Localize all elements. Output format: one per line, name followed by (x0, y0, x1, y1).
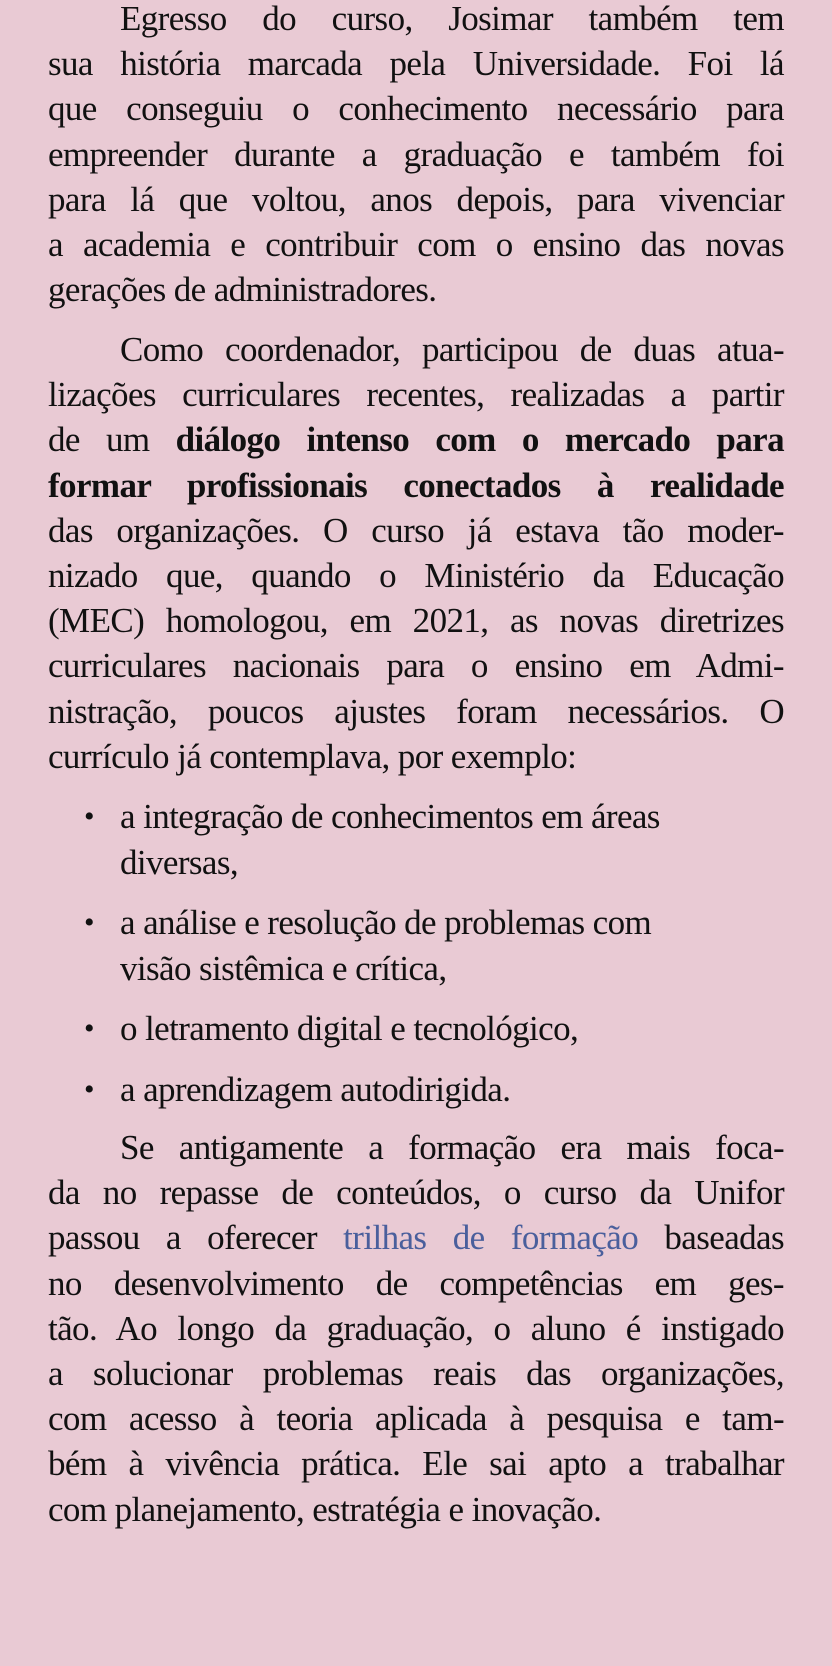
list-item-text: visão sistêmica e crítica, (120, 948, 447, 988)
list-item (84, 1006, 784, 1052)
text-line: empreender durante a graduação e também foi (48, 134, 784, 174)
emphasis-text: formar profissionais conectados à realidade (48, 465, 784, 505)
text-line: currículo já contemplava, por exemplo: (48, 736, 577, 776)
text-line: a academia e contribuir com o ensino das novas (48, 224, 784, 264)
paragraph-1 (48, 0, 784, 312)
text-line: tão. Ao longo da graduação, o aluno é instigado (48, 1308, 784, 1348)
text-line: gerações de administradores. (48, 270, 437, 310)
text-span: passou a oferecer (48, 1218, 344, 1258)
bullet-list (84, 794, 784, 1127)
paragraph-3 (48, 1125, 784, 1532)
text-line: Como coordenador, participou de duas atua- (120, 330, 784, 369)
text-line: da no repasse de conteúdos, o curso da Unifor (48, 1173, 784, 1213)
list-item (84, 1067, 784, 1113)
text-line: que conseguiu o conhecimento necessário para (48, 89, 784, 129)
text-line: a solucionar problemas reais das organizações, (48, 1353, 784, 1393)
text-line-with-link (48, 1215, 784, 1260)
text-line: curriculares nacionais para o ensino em Admi- (48, 646, 784, 686)
text-span: de um (48, 420, 176, 460)
text-line: Se antigamente a formação era mais foca- (120, 1128, 784, 1167)
text-span: baseadas (664, 1218, 784, 1258)
list-item (84, 794, 784, 885)
list-item-text: o letramento digital e tecnológico, (120, 1009, 579, 1048)
text-line: bém à vivência prática. Ele sai apto a trabalhar (48, 1444, 784, 1484)
text-line: nistração, poucos ajustes foram necessários. O (48, 691, 784, 731)
text-line: sua história marcada pela Universidade. Foi lá (48, 44, 784, 84)
list-item-text: a aprendizagem autodirigida. (120, 1069, 511, 1109)
bullet-icon: • (84, 1012, 95, 1045)
paragraph-2 (48, 327, 784, 779)
bullet-icon: • (84, 1072, 95, 1106)
text-line-with-emphasis (48, 417, 784, 462)
emphasis-text: diálogo intenso com o mercado para (175, 420, 784, 460)
text-line: com acesso à teoria aplicada à pesquisa e tam- (48, 1399, 784, 1439)
text-line: lizações curriculares recentes, realizadas a partir (48, 375, 784, 415)
list-item-text: a análise e resolução de problemas com (120, 903, 652, 942)
text-line: Egresso do curso, Josimar também tem (120, 0, 784, 38)
text-line: com planejamento, estratégia e inovação. (48, 1489, 602, 1529)
text-line: para lá que voltou, anos depois, para vivenciar (48, 179, 784, 219)
text-line: das organizações. O curso já estava tão moder- (48, 510, 784, 550)
bullet-icon: • (84, 906, 95, 939)
list-item (84, 900, 784, 991)
text-line: (MEC) homologou, em 2021, as novas diretrizes (48, 601, 784, 641)
bullet-icon: • (84, 800, 95, 833)
list-item-text: diversas, (120, 842, 239, 882)
trilhas-de-formacao-link[interactable]: trilhas de formação (343, 1218, 639, 1258)
text-line: no desenvolvimento de competências em ges- (48, 1263, 784, 1303)
list-item-text: a integração de conhecimentos em áreas (120, 797, 660, 836)
text-line: nizado que, quando o Ministério da Educação (48, 555, 784, 595)
